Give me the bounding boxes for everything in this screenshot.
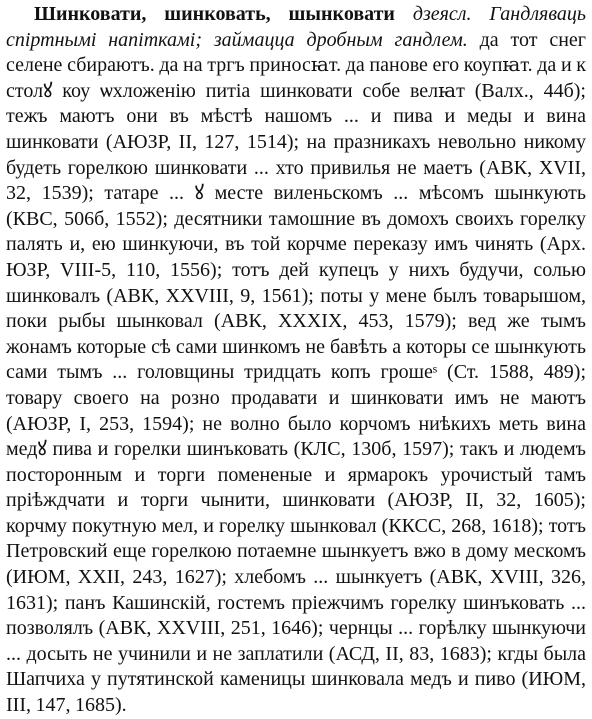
part-of-speech: дзеясл. [412,3,472,25]
citations: да тот снег селене сбираютъ. да на тргъ приносꙗт. да панове его коупꙗт. да и к столꙋ коу ѡхложенiю питiа шинковати собе велꙗт (Валх., 44б); тежъ маютъ они въ мѣстѣ нашомъ ... и пива и меды и вина шинковати (АЮЗР, II, 127, 1514); на празникахъ невольно никому будеть горелкою шинковати ... хто привилья не маетъ (АВК, XVII, 32, 1539); татаре ... ꙋ месте виленьскомъ ... мѣсомъ шынкують (КВС, 506б, 1552); десятники тамошние въ домохъ своихъ горелку палять и, ею шинкуючи, въ той корчме переказу имъ чинять (Арх. ЮЗР, VIII-5, 110, 1556); тотъ дей купецъ у нихъ будучи, солью шинковалъ (АВК, XXVIII, 9, 1561); поты у мене былъ товарышом, поки рыбы шынковал (АВК, XXXIX, 453, 1579); вед же тымъ жонамъ которые сѣ сами шинкомъ не бавѣть а которы се шынкують сами тымъ ... головщины тридцать копъ грошеˢ (Ст. 1588, 489); товару своего на розно продавати и шинковати имъ не маютъ (АЮЗР, I, 253, 1594); не волно было корчомъ ниѣкихъ меть вина медꙋ пива и горелки шинъковать (КЛС, 130б, 1597); такъ и людемъ посторонным и торги помененые и ярмарокъ урочистый тамъ прiѣждчати и торги чынити, шинковати (АЮЗР, II, 32, 1605); корчму покутную мел, и горелку шынковал (ККСС, 268, 1618); тотъ Петровский еще горелкою потаемне шынкуетъ вжо в дому мескомъ (ИЮМ, XXII, 243, 1627); хлебомъ ... шынкуетъ (АВК, XVIII, 326, 1631); панъ Кашинскiй, гостемъ прiежчимъ горелку шинъковать ... позволялъ (АВК, XXVIII, 251, 1646); чернцы ... горѣлку шынкуючи ... досыть не учинили и не заплатили (АСД, II, 83, 1683); кгды была Шапчиха у путятинской каменицы шинковала медъ и пиво (ИЮМ, III, 147, 1685). [6,28,586,717]
headword: Шинковати, шинковать, шынковати [34,3,395,25]
definition: Гандляваць спіртнымі напіткамі; займацца дробным гандлем. [6,3,586,51]
dictionary-entry [6,2,586,719]
